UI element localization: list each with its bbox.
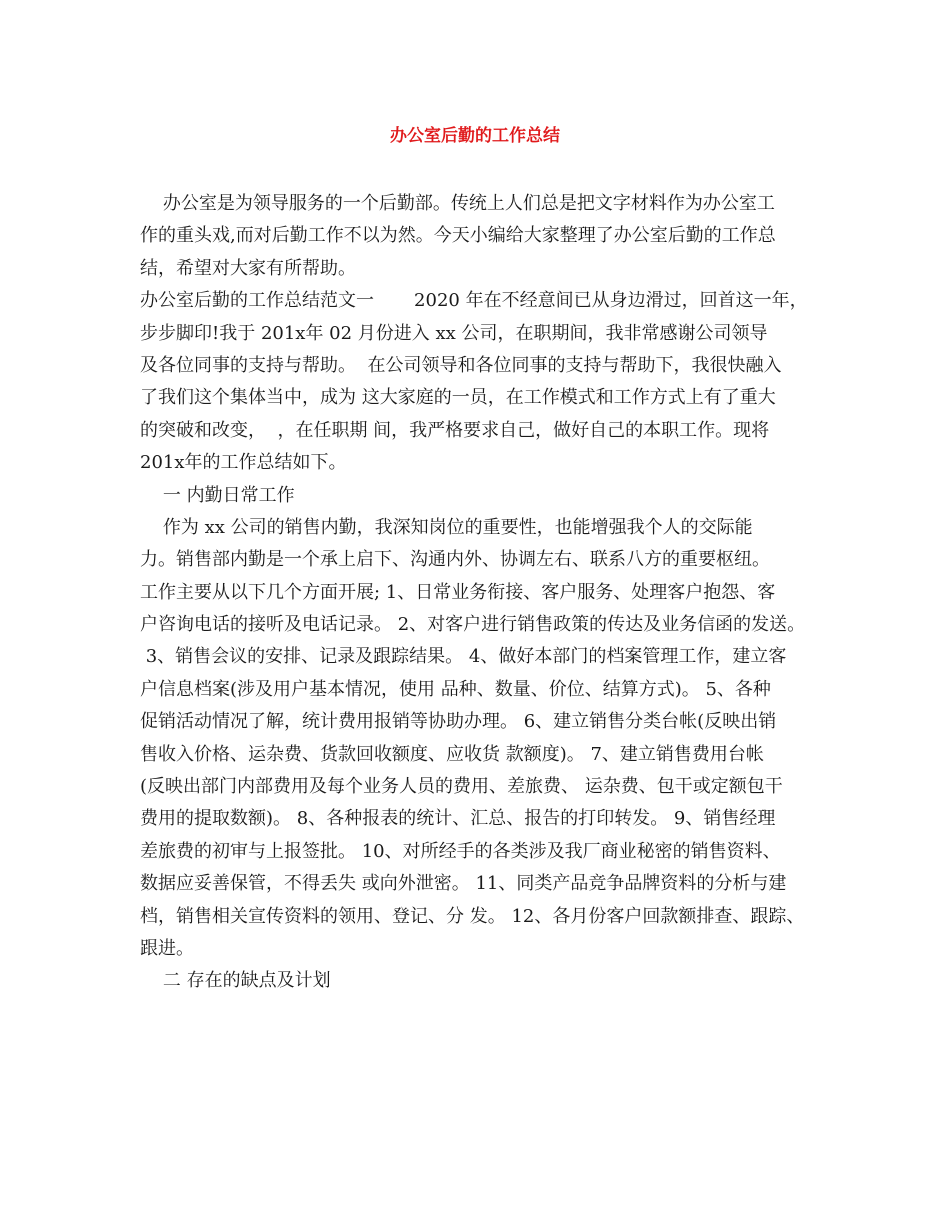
- document-body: [140, 188, 820, 998]
- body-line: 结，希望对大家有所帮助。: [140, 257, 356, 279]
- body-line: 跟进。: [140, 937, 194, 959]
- body-line: 促销活动情况了解，统计费用报销等协助办理。 6、建立销售分类台帐(反映出销: [140, 711, 777, 733]
- body-line: 作为 xx 公司的销售内勤，我深知岗位的重要性，也能增强我个人的交际能: [140, 516, 753, 538]
- body-line: 办公室后勤的工作总结范文一 2020 年在不经意间已从身边滑过，回首这一年，: [140, 290, 808, 312]
- body-line: (反映出部门内部费用及每个业务人员的费用、差旅费、 运杂费、包干或定额包干: [140, 776, 783, 798]
- body-line: 售收入价格、运杂费、货款回收额度、应收货 款额度)。 7、建立销售费用台帐: [140, 743, 764, 765]
- document-title: 办公室后勤的工作总结: [390, 126, 560, 146]
- body-line: 二 存在的缺点及计划: [140, 970, 331, 992]
- body-line: 档，销售相关宣传资料的领用、登记、分 发。 12、各月份客户回款额排查、跟踪、: [140, 905, 805, 927]
- body-line: 作的重头戏,而对后勤工作不以为然。今天小编给大家整理了办公室后勤的工作总: [140, 225, 776, 247]
- body-line: 3、销售会议的安排、记录及跟踪结果。 4、做好本部门的档案管理工作，建立客: [140, 646, 787, 668]
- body-line: 一 内勤日常工作: [140, 484, 295, 506]
- body-line: 的突破和改变， ，在任职期 间，我严格要求自己，做好自己的本职工作。现将: [140, 419, 770, 441]
- body-line: 数据应妥善保管，不得丢失 或向外泄密。 11、同类产品竞争品牌资料的分析与建: [140, 873, 787, 895]
- body-line: 力。销售部内勤是一个承上启下、沟通内外、协调左右、联系八方的重要枢纽。: [140, 549, 770, 571]
- body-line: 了我们这个集体当中，成为 这大家庭的一员，在工作模式和工作方式上有了重大: [140, 387, 776, 409]
- body-line: 户信息档案(涉及用户基本情况，使用 品种、数量、价位、结算方式)。 5、各种: [140, 678, 771, 700]
- body-line: 201x年的工作总结如下。: [140, 452, 347, 474]
- body-line: 及各位同事的支持与帮助。 在公司领导和各位同事的支持与帮助下，我很快融入: [140, 354, 782, 376]
- body-line: 费用的提取数额)。 8、各种报表的统计、汇总、报告的打印转发。 9、销售经理: [140, 808, 776, 830]
- body-line: 办公室是为领导服务的一个后勤部。传统上人们总是把文字材料作为办公室工: [140, 193, 775, 214]
- body-line: 工作主要从以下几个方面开展; 1、日常业务衔接、客户服务、处理客户抱怨、客: [140, 581, 776, 603]
- body-line: 户咨询电话的接听及电话记录。 2、对客户进行销售政策的传达及业务信函的发送。: [140, 614, 806, 636]
- body-line: 步步脚印!我于 201x年 02 月份进入 xx 公司，在职期间，我非常感谢公司领导: [140, 322, 768, 344]
- body-line: 差旅费的初审与上报签批。 10、对所经手的各类涉及我厂商业秘密的销售资料、: [140, 840, 781, 862]
